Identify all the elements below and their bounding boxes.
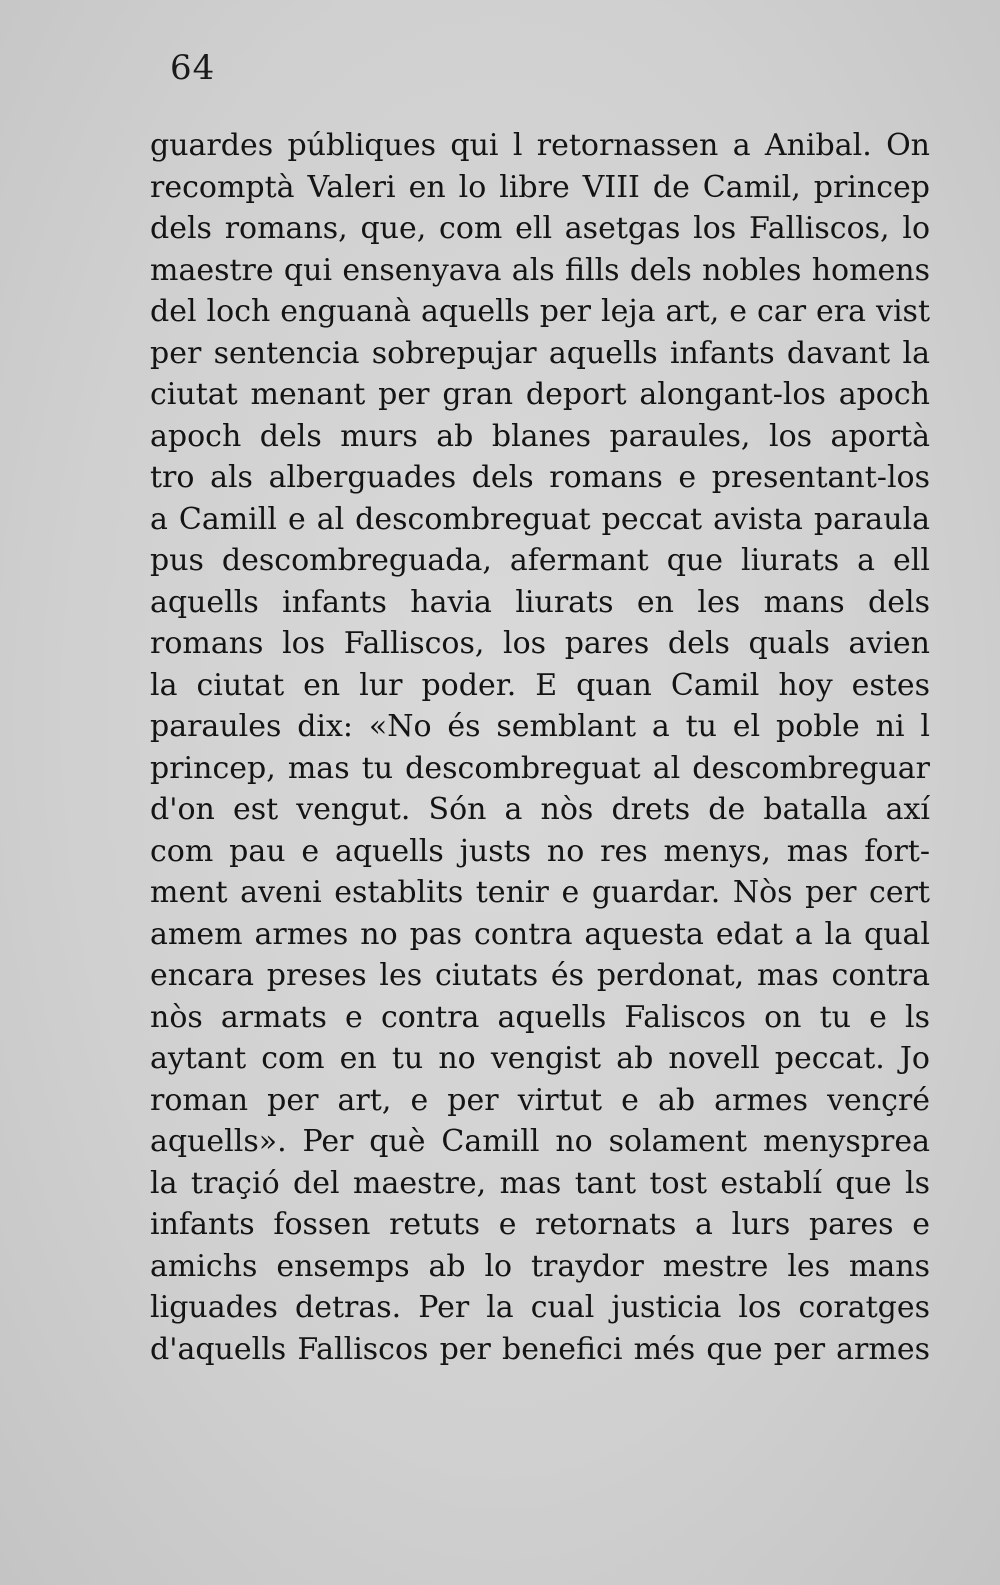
text-line: ciutat menant per gran deport alongant-los apoch xyxy=(150,377,930,412)
page-number: 64 xyxy=(170,48,216,88)
text-line: aquells infants havia liurats en les mans dels xyxy=(150,584,930,620)
text-line: d'on est vengut. Són a nòs drets de batalla axí xyxy=(150,792,930,827)
text-line: guardes públiques qui l retornassen a Anibal. On xyxy=(150,128,930,163)
body-text xyxy=(150,125,930,1370)
text-line: paraules dix: «No és semblant a tu el poble ni l xyxy=(150,709,930,744)
text-line: pus descombreguada, afermant que liurats a ell xyxy=(150,543,930,578)
text-line: com pau e aquells justs no res menys, mas fort- xyxy=(150,833,930,869)
text-line: amichs ensemps ab lo traydor mestre les mans xyxy=(150,1248,930,1284)
text-line: nòs armats e contra aquells Faliscos on tu e ls xyxy=(150,999,930,1035)
text-line: la ciutat en lur poder. E quan Camil hoy estes xyxy=(150,667,930,703)
text-line: la traçió del maestre, mas tant tost establí que ls xyxy=(150,1165,930,1201)
text-line: liguades detras. Per la cual justicia los coratges xyxy=(150,1290,930,1325)
text-line: encara preses les ciutats és perdonat, mas contra xyxy=(150,958,930,993)
text-line: amem armes no pas contra aquesta edat a la qual xyxy=(150,916,930,952)
text-line: apoch dels murs ab blanes paraules, los aportà xyxy=(150,418,930,454)
text-line: ment aveni establits tenir e guardar. Nòs per cert xyxy=(150,875,930,910)
text-line: infants fossen retuts e retornats a lurs pares e xyxy=(150,1207,930,1242)
text-line: princep, mas tu descombreguat al descombreguar xyxy=(150,750,930,786)
text-line: tro als alberguades dels romans e presentant-los xyxy=(150,460,930,495)
text-line: roman per art, e per virtut e ab armes vençré xyxy=(150,1082,930,1118)
text-line: d'aquells Falliscos per benefici més que per armes xyxy=(150,1331,930,1367)
text-line: a Camill e al descombreguat peccat avista paraula xyxy=(150,501,930,537)
text-line: maestre qui ensenyava als fills dels nobles homens xyxy=(150,252,930,288)
text-line: dels romans, que, com ell asetgas los Falliscos, lo xyxy=(150,211,930,246)
text-line: recomptà Valeri en lo libre VIII de Camil, princep xyxy=(150,169,930,205)
text-line: del loch enguanà aquells per leja art, e car era vist xyxy=(150,294,930,329)
text-line: per sentencia sobrepujar aquells infants davant la xyxy=(150,335,930,371)
text-line: aquells». Per què Camill no solament menysprea xyxy=(150,1124,930,1159)
text-line: aytant com en tu no vengist ab novell peccat. Jo xyxy=(150,1041,930,1076)
text-line: romans los Falliscos, los pares dels quals avien xyxy=(150,626,930,661)
